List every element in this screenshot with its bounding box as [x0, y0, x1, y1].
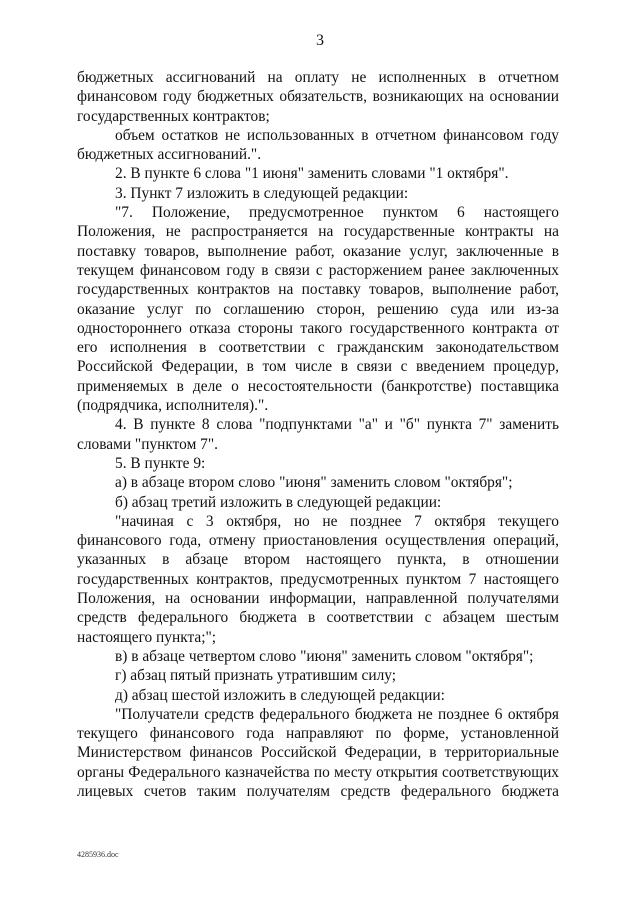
footer-file-code: 4285936.doc [77, 850, 119, 859]
paragraph: д) абзац шестой изложить в следующей редакции: [115, 686, 445, 704]
paragraph: б) абзац третий изложить в следующей редакции: [115, 493, 442, 511]
paragraph: 2. В пункте 6 слова "1 июня" заменить словами "1 октября". [115, 165, 509, 183]
page-number: 3 [316, 32, 324, 49]
document-body [77, 68, 559, 801]
paragraph: 5. В пункте 9: [115, 454, 206, 472]
paragraph: "Получатели средств федерального бюджета не позднее 6 октября текущего финансового года направляют по форме, установленной Министерством финансов Российской Федерации, в территориальные органы Федерального казначейства по месту открытия соответствующих лицевых счетов таким получателям средств федерального бюджета [77, 705, 559, 800]
paragraph: в) в абзаце четвертом слово "июня" заменить словом "октября"; [115, 647, 534, 665]
paragraph: объем остатков не использованных в отчетном финансовом году бюджетных ассигнований.". [77, 126, 559, 164]
paragraph: а) в абзаце втором слово "июня" заменить словом "октября"; [115, 474, 513, 492]
paragraph: "7. Положение, предусмотренное пунктом 6 настоящего Положения, не распространяется на государственные контракты на поставку товаров, выполнение работ, оказание услуг, заключенные в текущем финансовом году в связи с расторжением ранее заключенных государственных контрактов на поставку товаров, выполнение работ, оказание услуг по соглашению сторон, решению суда или из-за одностороннего отказа стороны такого государственного контракта от его исполнения в соответствии с гражданским законодательством Российской Федерации, в том числе в связи с введением процедур, применяемых в деле о несостоятельности (банкротстве) поставщика (подрядчика, исполнителя).". [77, 204, 559, 415]
paragraph: "начиная с 3 октября, но не позднее 7 октября текущего финансового года, отмену приостановления осуществления операций, указанных в абзаце втором настоящего пункта, в отношении государственных контрактов, предусмотренных пунктом 7 настоящего Положения, на основании информации, направленной получателями средств федерального бюджета в соответствии с абзацем шестым настоящего пункта;"; [77, 512, 559, 646]
paragraph: 3. Пункт 7 изложить в следующей редакции: [115, 184, 409, 202]
paragraph: бюджетных ассигнований на оплату не исполненных в отчетном финансовом году бюджетных обязательств, возникающих на основании государственных контрактов; [77, 69, 559, 125]
paragraph: 4. В пункте 8 слова "подпунктами "а" и "б" пункта 7" заменить словами "пунктом 7". [77, 416, 559, 453]
paragraph: г) абзац пятый признать утратившим силу; [115, 667, 397, 685]
